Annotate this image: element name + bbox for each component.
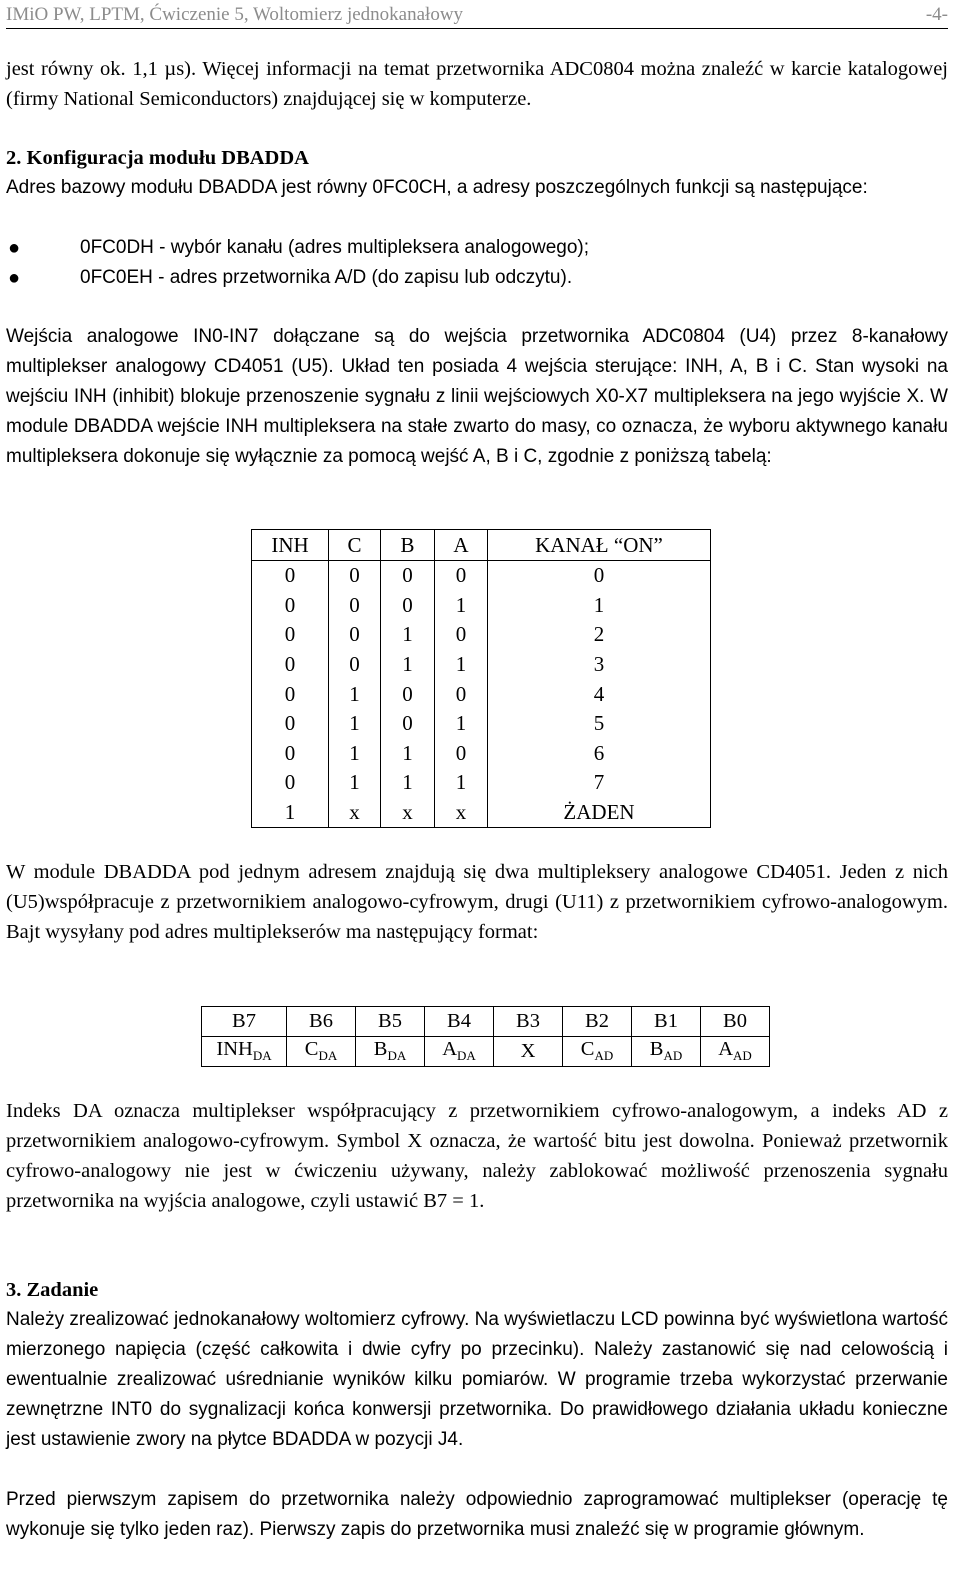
signal-subscript: DA [457, 1048, 476, 1064]
table-cell: 0 [381, 561, 435, 591]
column-header: KANAŁ “ON” [488, 530, 711, 561]
table-cell: 1 [435, 650, 488, 680]
table-cell: 5 [488, 709, 711, 739]
signal-name: X [520, 1040, 536, 1062]
signal-name: C [304, 1038, 319, 1061]
table-row [252, 650, 711, 680]
section-2-text: Adres bazowy modułu DBADDA jest równy 0FC0CH, a adresy poszczególnych funkcji są następujące: [6, 177, 868, 198]
table-row [252, 768, 711, 798]
mux-description-paragraph: Wejścia analogowe IN0-IN7 dołączane są do wejścia przetwornika ADC0804 (U4) przez 8-kanałowy multiplekser analogowy CD4051 (U5). Układ ten posiada 4 wejścia sterujące: INH, A, B i C. Stan wysoki na wejściu INH (inhibit) blokuje przenoszenie sygnału z linii wejściowych X0-X7 multipleksera na jego wyjście X. W module DBADDA wejście INH multipleksera na stałe zwarto do masy, co oznacza, że wyboru aktywnego kanału multipleksera dokonuje się wyłącznie za pomocą wejść A, B i C, zgodnie z poniższą tabelą: [6, 326, 948, 467]
signal-subscript: DA [318, 1048, 338, 1064]
table-cell: 0 [329, 620, 381, 650]
bullet-text: 0FC0EH - adres przetwornika A/D (do zapisu lub odczytu). [80, 267, 573, 288]
table-cell: 3 [488, 650, 711, 680]
signal-name: B [649, 1038, 664, 1061]
section-2-heading [6, 143, 948, 173]
bit-number-cell: B6 [287, 1007, 356, 1037]
bit-signal-cell [632, 1037, 701, 1067]
table-cell: 1 [435, 591, 488, 621]
bit-signal-cell [701, 1037, 770, 1067]
bit-number-cell: B4 [425, 1007, 494, 1037]
table-cell: 0 [329, 650, 381, 680]
table-cell: 1 [381, 620, 435, 650]
signal-name: A [442, 1038, 458, 1061]
bit-signal-cell [202, 1037, 287, 1067]
column-header: A [435, 530, 488, 561]
table-cell: 2 [488, 620, 711, 650]
table-cell: x [435, 798, 488, 828]
table-cell: 7 [488, 768, 711, 798]
bit-signal-cell [425, 1037, 494, 1067]
table-cell: 1 [329, 768, 381, 798]
table-cell: 1 [488, 591, 711, 621]
mux-format-paragraph: W module DBADDA pod jednym adresem znajdują się dwa multipleksery analogowe CD4051. Jeden z nich (U5)współpracuje z przetwornikiem analogowo-cyfrowym, drugi (U11) z przetwornikiem cyfrowo-analogowym. Bajt wysyłany pod adres multiplekserów ma następujący format: [6, 861, 948, 943]
signal-name: B [373, 1038, 388, 1061]
bullet-icon: ● [8, 267, 21, 289]
table-cell: 0 [381, 591, 435, 621]
signal-subscript: AD [594, 1048, 614, 1064]
table-cell: 0 [252, 679, 329, 709]
table-cell: 4 [488, 679, 711, 709]
table-row [252, 798, 711, 828]
table-cell: 0 [435, 739, 488, 769]
bullet-icon: ● [8, 237, 21, 259]
index-explanation-paragraph: Indeks DA oznacza multiplekser współpracujący z przetwornikiem cyfrowo-analogowym, a indeks AD z przetwornikiem analogowo-cyfrowym. Symbol X oznacza, że wartość bitu jest dowolna. Ponieważ przetwornik cyfrowo-analogowy nie jest w ćwiczeniu używany, należy zablokować możliwość przenoszenia sygnału przetwornika na wyjścia analogowe, czyli ustawić B7 = 1. [6, 1100, 948, 1212]
column-header: C [329, 530, 381, 561]
table-cell: 1 [381, 739, 435, 769]
table-cell: 0 [252, 561, 329, 591]
task-note-paragraph: Przed pierwszym zapisem do przetwornika należy odpowiednio zaprogramować multiplekser (operację tę wykonuje się tylko jeden raz). Pierwszy zapis do przetwornika musi znaleźć się w programie głównym. [6, 1489, 948, 1540]
table-cell: 1 [381, 650, 435, 680]
table-row [252, 679, 711, 709]
task-paragraph: Należy zrealizować jednokanałowy woltomierz cyfrowy. Na wyświetlaczu LCD powinna być wyświetlona wartość mierzonego napięcia (część całkowita i dwie cyfry po przecinku). Należy zastanowić się nad celowością i ewentualnie zrealizować uśrednianie wyników kilku pomiarów. W programie trzeba wykorzystać przerwanie zewnętrzne INT0 do sygnalizacji końca konwersji przetwornika. Do prawidłowego działania układu konieczne jest ustawienie zwory na płytce BDADDA w pozycji J4. [6, 1309, 948, 1450]
table-cell: 0 [329, 591, 381, 621]
table-cell: 1 [252, 798, 329, 828]
section-3-heading [6, 1275, 948, 1305]
table-cell: 0 [435, 679, 488, 709]
bit-signal-cell [494, 1037, 563, 1067]
column-header: INH [252, 530, 329, 561]
signal-subscript: DA [387, 1048, 407, 1064]
bit-number-cell: B5 [356, 1007, 425, 1037]
bit-signal-cell [563, 1037, 632, 1067]
bit-number-row [202, 1007, 770, 1037]
signal-name: A [718, 1038, 734, 1061]
table-cell: 6 [488, 739, 711, 769]
section-2-title: 2. Konfiguracja modułu DBADDA [6, 147, 309, 169]
table-cell: 0 [381, 679, 435, 709]
table-row [252, 561, 711, 591]
signal-name: C [580, 1038, 595, 1061]
table-cell: 0 [435, 620, 488, 650]
signal-subscript: AD [733, 1048, 752, 1064]
table-cell: 1 [329, 679, 381, 709]
signal-name: INH [216, 1038, 253, 1061]
table-row [252, 739, 711, 769]
mux-table-body [252, 561, 711, 828]
table-cell: x [329, 798, 381, 828]
table-cell: 0 [252, 591, 329, 621]
section-3-title: 3. Zadanie [6, 1279, 99, 1301]
signal-subscript: AD [663, 1048, 683, 1064]
mux-byte-format-table [201, 1006, 770, 1067]
mux-channel-table [251, 529, 711, 828]
table-cell: 0 [329, 561, 381, 591]
bullet-text: 0FC0DH - wybór kanału (adres multipleksera analogowego); [80, 237, 590, 258]
table-cell: 1 [435, 709, 488, 739]
table-cell: 1 [329, 739, 381, 769]
table-cell: 0 [381, 709, 435, 739]
table-cell: 0 [435, 561, 488, 591]
bit-signal-row [202, 1037, 770, 1067]
bit-signal-cell [287, 1037, 356, 1067]
table-cell: 0 [252, 620, 329, 650]
bit-number-cell: B0 [701, 1007, 770, 1037]
bit-number-cell: B7 [202, 1007, 287, 1037]
table-header-row [252, 530, 711, 561]
table-cell: 0 [488, 561, 711, 591]
table-cell: 0 [252, 768, 329, 798]
bit-number-cell: B2 [563, 1007, 632, 1037]
table-row [252, 591, 711, 621]
table-cell: 1 [381, 768, 435, 798]
table-cell: 0 [252, 739, 329, 769]
table-cell: 0 [252, 709, 329, 739]
table-cell: 1 [329, 709, 381, 739]
page-header [6, 4, 948, 29]
header-title: IMiO PW, LPTM, Ćwiczenie 5, Woltomierz jednokanałowy [6, 4, 464, 25]
page-number: -4- [925, 4, 948, 25]
table-cell: ŻADEN [488, 798, 711, 828]
table-cell: 1 [435, 768, 488, 798]
bit-number-cell: B3 [494, 1007, 563, 1037]
table-cell: 0 [252, 650, 329, 680]
table-cell: x [381, 798, 435, 828]
column-header: B [381, 530, 435, 561]
bit-number-cell: B1 [632, 1007, 701, 1037]
table-row [252, 620, 711, 650]
signal-subscript: DA [252, 1048, 272, 1064]
table-row [252, 709, 711, 739]
intro-paragraph: jest równy ok. 1,1 µs). Więcej informacji na temat przetwornika ADC0804 można znaleźć w karcie katalogowej (firmy National Semiconductors) znajdującej się w komputerze. [6, 58, 948, 110]
bit-signal-cell [356, 1037, 425, 1067]
